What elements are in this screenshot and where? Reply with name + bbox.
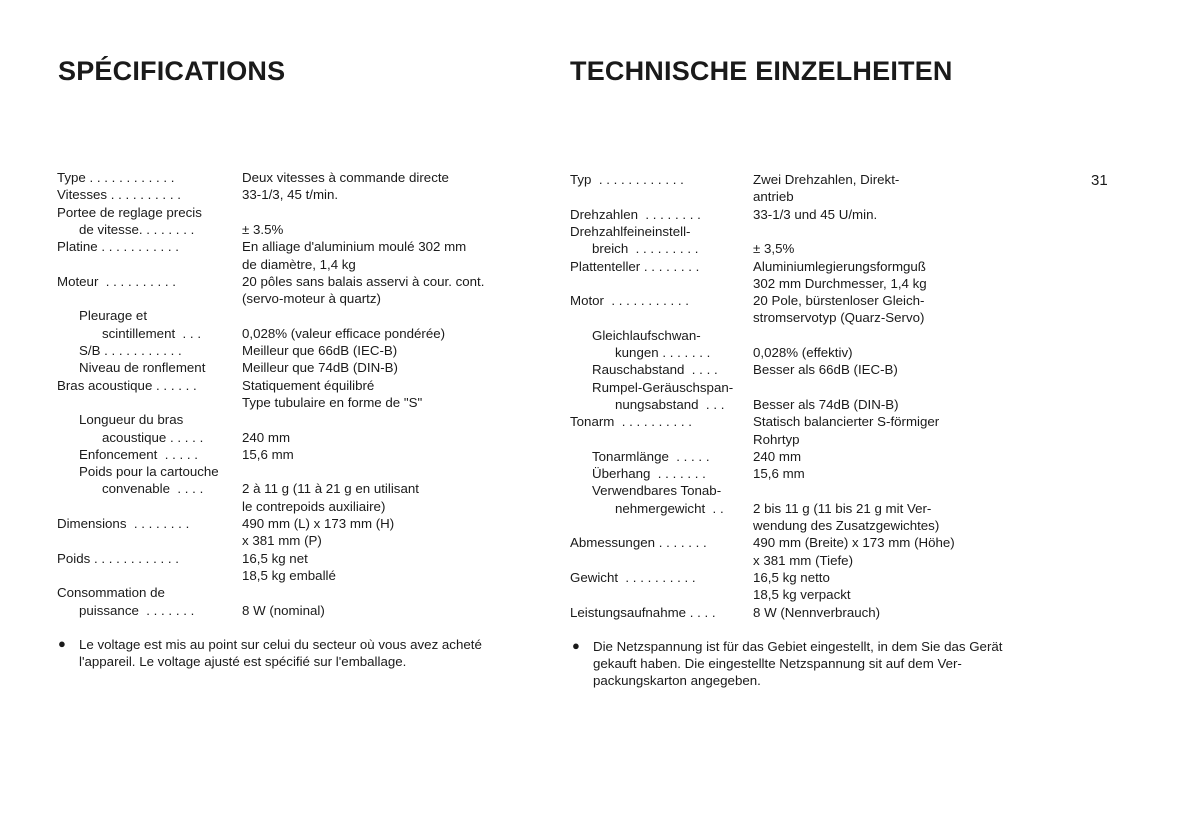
spec-label: Poids pour la cartouche <box>79 464 219 480</box>
spec-label: Leistungsaufnahme . . . . <box>570 604 716 620</box>
spec-row <box>57 325 527 342</box>
spec-label: Rauschabstand . . . . <box>592 362 718 378</box>
spec-value: Besser als 66dB (IEC-B) <box>753 362 898 378</box>
spec-label: Moteur . . . . . . . . . . <box>57 273 176 289</box>
spec-row <box>570 569 1040 586</box>
spec-label: Type . . . . . . . . . . . . <box>57 170 175 185</box>
spec-label: Verwendbares Tonab- <box>592 483 722 499</box>
spec-value: Zwei Drehzahlen, Direkt- <box>753 172 900 187</box>
spec-value: 240 mm <box>753 448 802 464</box>
spec-value: le contrepoids auxiliaire) <box>242 498 386 514</box>
spec-value: 18,5 kg emballé <box>242 567 336 583</box>
spec-label: Tonarmlänge . . . . . <box>592 448 710 464</box>
spec-value: ± 3,5% <box>753 241 795 257</box>
spec-label: Gleichlaufschwan- <box>592 327 701 343</box>
spec-row <box>570 448 1040 465</box>
spec-row <box>570 413 1040 430</box>
spec-value: 33-1/3 und 45 U/min. <box>753 206 878 222</box>
note-line: gekauft haben. Die eingestellte Netzspannung sit auf dem Ver- <box>593 656 962 671</box>
spec-label: puissance . . . . . . . <box>79 602 195 618</box>
spec-value: Aluminiumlegierungsformguß <box>753 258 926 274</box>
spec-value: Statiquement équilibré <box>242 377 375 393</box>
spec-row <box>570 465 1040 482</box>
spec-label: Plattenteller . . . . . . . . <box>570 258 700 274</box>
spec-label: Abmessungen . . . . . . . <box>570 535 707 551</box>
spec-label: acoustique . . . . . <box>102 429 204 445</box>
spec-value: 2 bis 11 g (11 bis 21 g mit Ver- <box>753 500 932 516</box>
spec-row <box>57 359 527 376</box>
spec-row <box>57 273 527 290</box>
spec-label: Pleurage et <box>79 308 148 324</box>
spec-value: 8 W (Nennverbrauch) <box>753 604 881 620</box>
spec-row <box>570 534 1040 551</box>
spec-label: scintillement . . . <box>102 325 202 341</box>
spec-value: 16,5 kg net <box>242 550 308 566</box>
spec-value: Meilleur que 74dB (DIN-B) <box>242 360 398 376</box>
spec-row <box>57 446 527 463</box>
spec-value: Deux vitesses à commande directe <box>242 170 449 185</box>
spec-label: Dimensions . . . . . . . . <box>57 516 190 531</box>
spec-value: Meilleur que 66dB (IEC-B) <box>242 343 398 358</box>
spec-row <box>57 602 527 619</box>
spec-value: x 381 mm (P) <box>242 533 322 549</box>
spec-label: kungen . . . . . . . <box>615 345 711 360</box>
spec-row <box>570 206 1040 223</box>
spec-value: 18,5 kg verpackt <box>753 587 851 603</box>
spec-value: ± 3.5% <box>242 221 284 237</box>
spec-value: Type tubulaire en forme de "S" <box>242 394 423 410</box>
note-line: Die Netzspannung ist für das Gebiet eingestellt, in dem Sie das Gerät <box>593 639 1003 654</box>
spec-row <box>57 515 527 532</box>
spec-label: Vitesses . . . . . . . . . . <box>57 187 181 203</box>
spec-row <box>570 171 1040 188</box>
spec-label: Consommation de <box>57 585 165 601</box>
page-number: 31 <box>1091 172 1108 189</box>
spec-value: de diamètre, 1,4 kg <box>242 256 356 272</box>
page-title-french: SPÉCIFICATIONS <box>58 56 286 86</box>
spec-row <box>57 307 527 324</box>
spec-row <box>57 377 527 394</box>
spec-label: Typ . . . . . . . . . . . . <box>570 172 684 187</box>
note-line: l'appareil. Le voltage ajusté est spécifié sur l'emballage. <box>79 654 407 669</box>
spec-row <box>57 238 527 255</box>
spec-row <box>57 584 527 601</box>
spec-value: 0,028% (valeur efficace pondérée) <box>242 325 446 341</box>
spec-value: 15,6 mm <box>242 446 294 462</box>
spec-label: Tonarm . . . . . . . . . . <box>570 414 692 430</box>
spec-value: 490 mm (L) x 173 mm (H) <box>242 516 395 531</box>
spec-row <box>57 169 527 186</box>
spec-row <box>570 500 1040 517</box>
spec-value: 2 à 11 g (11 à 21 g en utilisant <box>242 481 419 497</box>
spec-value: stromservotyp (Quarz-Servo) <box>753 310 925 326</box>
spec-label: Portee de reglage precis <box>57 204 202 220</box>
spec-label: Drehzahlen . . . . . . . . <box>570 206 701 222</box>
spec-value: antrieb <box>753 189 794 205</box>
spec-value: 16,5 kg netto <box>753 569 830 585</box>
spec-row <box>57 550 527 567</box>
spec-row <box>570 482 1040 499</box>
spec-row <box>570 258 1040 275</box>
spec-row <box>57 411 527 428</box>
spec-label: Enfoncement . . . . . <box>79 446 198 462</box>
spec-label: Poids . . . . . . . . . . . . <box>57 550 179 566</box>
spec-value: 33-1/3, 45 t/min. <box>242 187 339 203</box>
spec-label: Gewicht . . . . . . . . . . <box>570 569 696 585</box>
spec-label: Motor . . . . . . . . . . . <box>570 293 689 309</box>
spec-label: Überhang . . . . . . . <box>592 466 706 482</box>
spec-label: Niveau de ronflement <box>79 360 206 376</box>
spec-value: Besser als 74dB (DIN-B) <box>753 396 899 412</box>
spec-row <box>570 344 1040 361</box>
spec-value: wendung des Zusatzgewichtes) <box>753 518 940 533</box>
spec-row <box>57 429 527 446</box>
bullet-icon: ● <box>58 636 66 651</box>
spec-row <box>57 204 527 221</box>
spec-label: Longueur du bras <box>79 412 184 428</box>
spec-row <box>570 604 1040 621</box>
spec-value: 302 mm Durchmesser, 1,4 kg <box>753 275 927 291</box>
spec-value: En alliage d'aluminium moulé 302 mm <box>242 239 467 255</box>
spec-label: S/B . . . . . . . . . . . <box>79 343 182 358</box>
spec-row <box>57 480 527 497</box>
spec-value: Rohrtyp <box>753 431 800 447</box>
spec-value: x 381 mm (Tiefe) <box>753 552 853 568</box>
spec-label: Rumpel-Geräuschspan- <box>592 379 734 395</box>
spec-value: (servo-moteur à quartz) <box>242 291 381 307</box>
spec-label: convenable . . . . <box>102 481 204 497</box>
spec-row <box>570 240 1040 257</box>
note-line: packungskarton angegeben. <box>593 673 761 688</box>
spec-row <box>570 361 1040 378</box>
spec-value: 20 pôles sans balais asservi à cour. cont. <box>242 273 485 289</box>
spec-row <box>570 396 1040 413</box>
spec-label: Platine . . . . . . . . . . . <box>57 239 179 255</box>
spec-row <box>570 327 1040 344</box>
spec-row <box>57 186 527 203</box>
spec-row <box>57 463 527 480</box>
spec-label: nehmergewicht . . <box>615 500 724 516</box>
spec-value: 240 mm <box>242 429 291 445</box>
spec-value: 490 mm (Breite) x 173 mm (Höhe) <box>753 535 955 551</box>
note-line: Le voltage est mis au point sur celui du secteur où vous avez acheté <box>79 637 482 652</box>
spec-row <box>570 223 1040 240</box>
page-title-german: TECHNISCHE EINZELHEITEN <box>570 56 953 86</box>
spec-value: 15,6 mm <box>753 466 805 482</box>
spec-label: Drehzahlfeineinstell- <box>570 223 691 239</box>
spec-label: breich . . . . . . . . . <box>592 241 699 257</box>
spec-row <box>57 342 527 359</box>
bullet-icon: ● <box>572 638 580 653</box>
spec-value: Statisch balancierter S-förmiger <box>753 414 940 430</box>
spec-value: 20 Pole, bürstenloser Gleich- <box>753 293 925 309</box>
spec-row <box>570 379 1040 396</box>
spec-label: de vitesse. . . . . . . . <box>79 221 195 237</box>
spec-label: nungsabstand . . . <box>615 396 725 412</box>
spec-row <box>57 221 527 238</box>
spec-value: 8 W (nominal) <box>242 602 325 618</box>
spec-row <box>570 292 1040 309</box>
spec-label: Bras acoustique . . . . . . <box>57 377 197 393</box>
spec-value: 0,028% (effektiv) <box>753 345 853 360</box>
